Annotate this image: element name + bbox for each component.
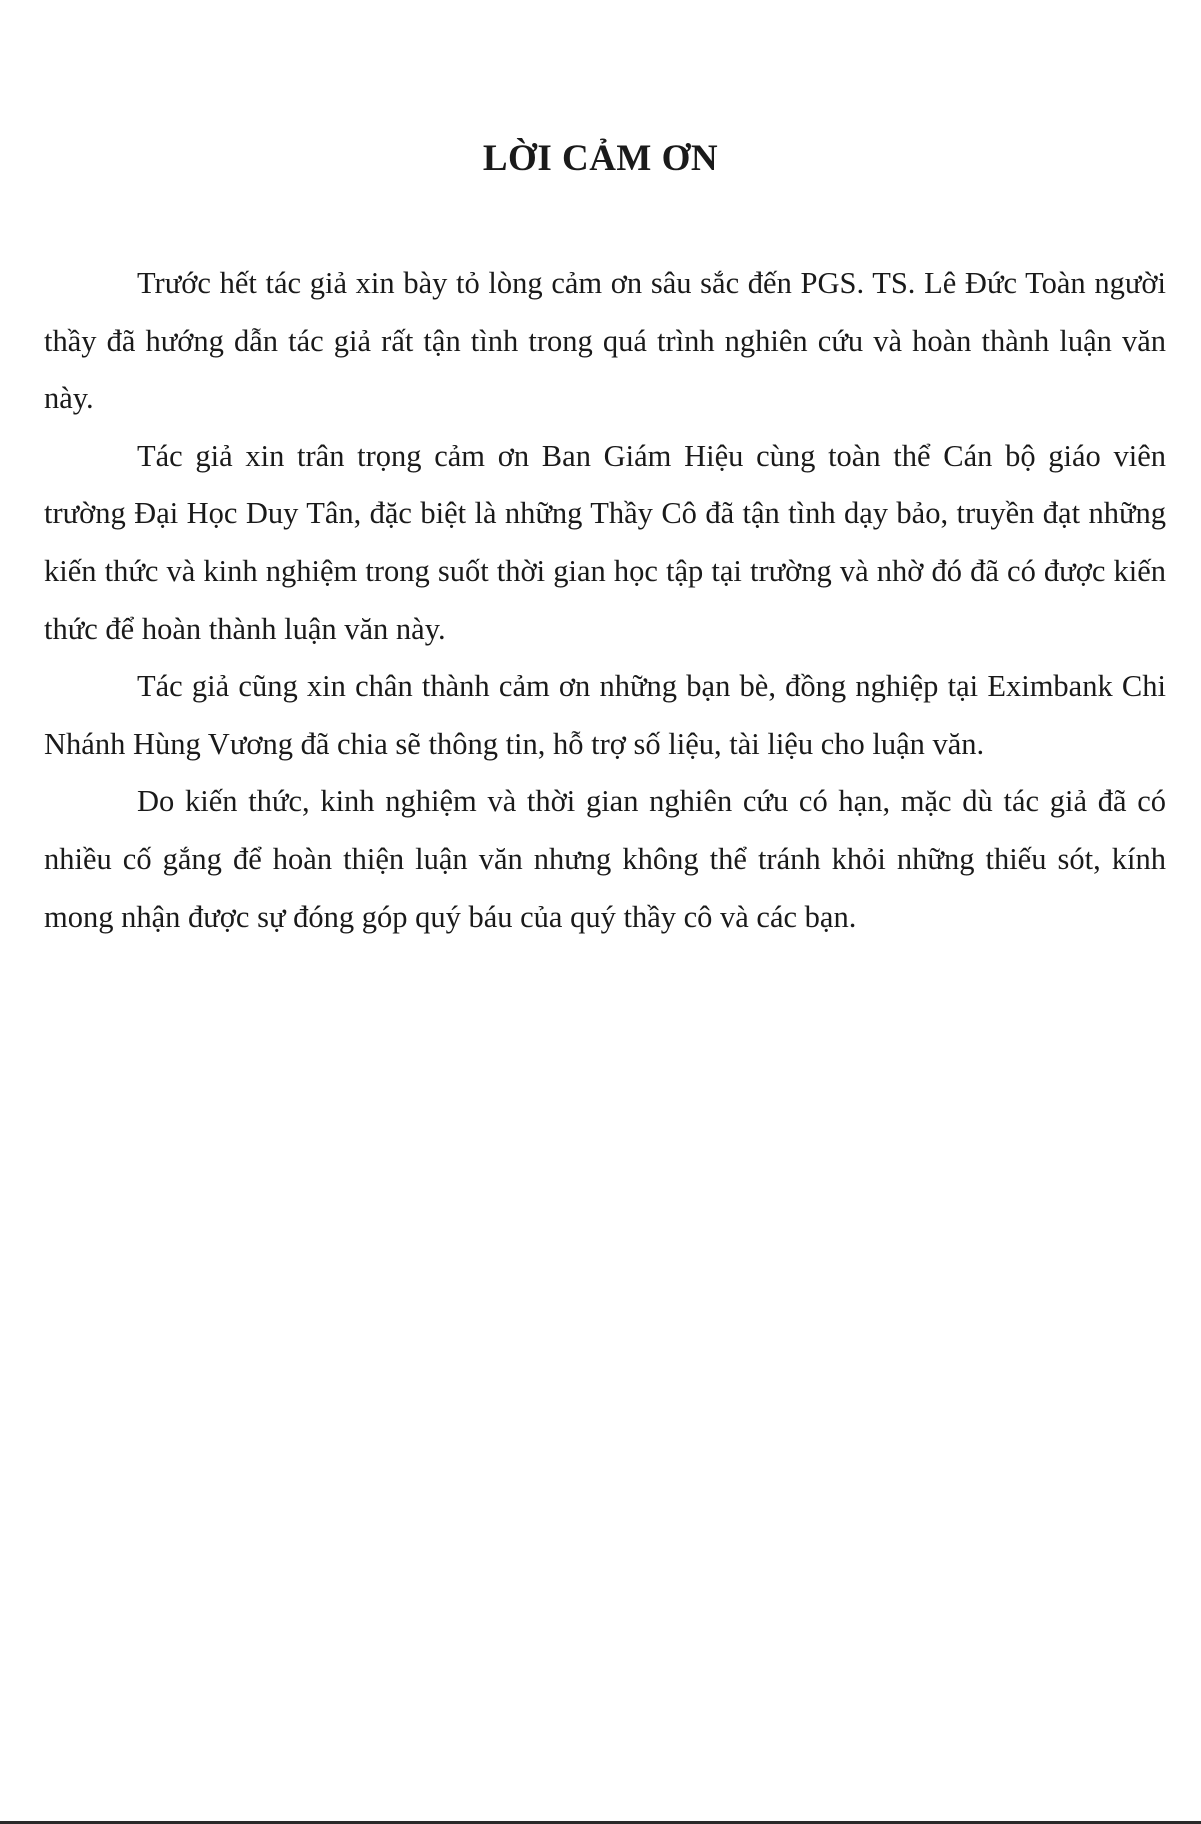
paragraph-1: Trước hết tác giả xin bày tỏ lòng cảm ơn sâu sắc đến PGS. TS. Lê Đức Toàn người thầy đã hướng dẫn tác giả rất tận tình trong quá trình nghiên cứu và hoàn thành luận văn này. [44, 266, 1166, 416]
paragraph-3: Tác giả cũng xin chân thành cảm ơn những bạn bè, đồng nghiệp tại Eximbank Chi Nhánh Hùng Vương đã chia sẽ thông tin, hỗ trợ số liệu, tài liệu cho luận văn. [44, 669, 1166, 761]
acknowledgement-body [44, 255, 1166, 946]
page-title: LỜI CẢM ƠN [482, 138, 719, 179]
paragraph-4: Do kiến thức, kinh nghiệm và thời gian nghiên cứu có hạn, mặc dù tác giả đã có nhiều cố gắng để hoàn thiện luận văn nhưng không thể tránh khỏi những thiếu sót, kính mong nhận được sự đóng góp quý báu của quý thầy cô và các bạn. [44, 784, 1166, 934]
paragraph-2: Tác giả xin trân trọng cảm ơn Ban Giám Hiệu cùng toàn thể Cán bộ giáo viên trường Đại Học Duy Tân, đặc biệt là những Thầy Cô đã tận tình dạy bảo, truyền đạt những kiến thức và kinh nghiệm trong suốt thời gian học tập tại trường và nhờ đó đã có được kiến thức để hoàn thành luận văn này. [44, 438, 1166, 646]
